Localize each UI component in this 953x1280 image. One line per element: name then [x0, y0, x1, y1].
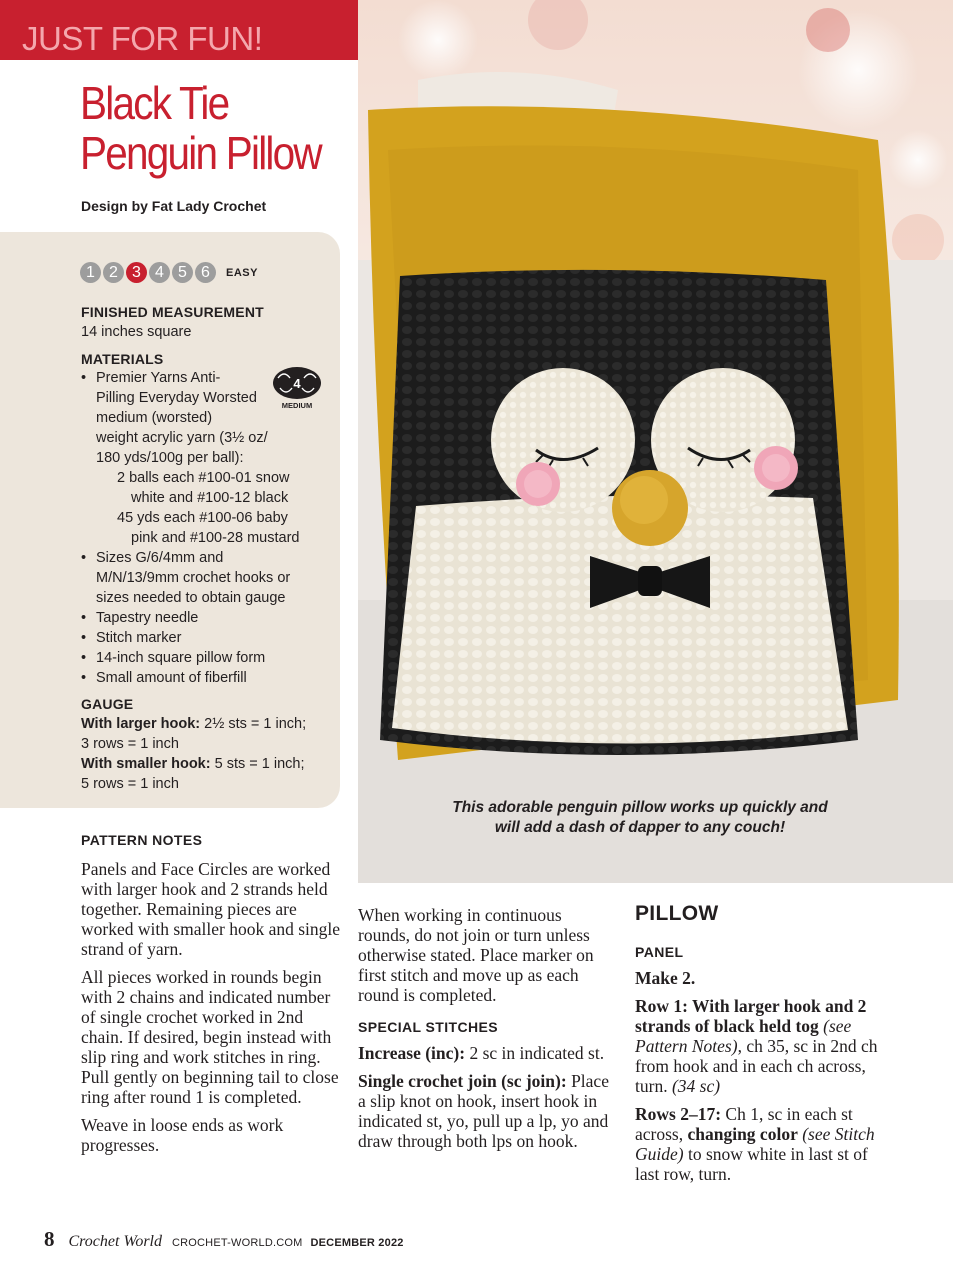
material-line: 180 yds/100g per ball): [96, 450, 244, 466]
make-count: Make 2. [635, 968, 696, 988]
material-line: 2 balls each #100-01 snow [117, 470, 290, 486]
pattern-notes-heading: PATTERN NOTES [81, 832, 203, 848]
row-1-note: (see Pattern Notes) [635, 1016, 852, 1056]
materials-heading: MATERIALS [81, 351, 164, 367]
material-line: medium (worsted) [96, 410, 213, 426]
pillow-photo [358, 0, 953, 883]
rows-text-1: Ch 1, sc in each st across, [635, 1104, 853, 1144]
finished-value: 14 inches square [81, 324, 192, 340]
sc-join-label: Single crochet join (sc join): [358, 1071, 567, 1091]
rows-bold: changing color [687, 1124, 798, 1144]
website: CROCHET-WORLD.COM [171, 1237, 303, 1249]
increase-label: Increase (inc): [358, 1043, 466, 1063]
article-title [80, 78, 379, 178]
material-line: M/N/13/9mm crochet hooks or [96, 570, 291, 586]
title-line-2: Penguin Pillow [80, 127, 321, 179]
skill-level [80, 262, 258, 283]
sc-join-text: Place a slip knot on hook, insert hook in indicated st, yo, pull up a lp, yo and draw through both lps on hook. [358, 1071, 609, 1151]
section-banner [0, 0, 358, 60]
material-line: 45 yds each #100-06 baby [117, 510, 288, 526]
gauge-larger-label: With larger hook: [81, 716, 201, 732]
caption-line-2: will add a dash of dapper to any couch! [494, 819, 786, 836]
material-line: white and #100-12 black [131, 490, 289, 506]
rows-note: (see Stitch Guide) [635, 1124, 875, 1164]
material-line: • Sizes G/6/4mm and [96, 550, 224, 566]
skill-level-3: 3 [126, 262, 147, 283]
skill-level-2: 2 [103, 262, 124, 283]
material-line: Pilling Everyday Worsted [96, 390, 257, 406]
material-marker: • Stitch marker [81, 628, 331, 648]
row-1-count: (34 sc) [671, 1076, 721, 1096]
materials-heading-block [81, 349, 163, 369]
gauge-heading: GAUGE [81, 696, 134, 712]
byline: Design by Fat Lady Crochet [81, 198, 267, 214]
pattern-notes-p3: Weave in loose ends as work progresses. [81, 1115, 284, 1155]
section-label: JUST FOR FUN! [22, 20, 263, 57]
skill-level-1: 1 [80, 262, 101, 283]
pattern-notes-p1: Panels and Face Circles are worked with larger hook and 2 strands held together. Remaining pieces are worked with smaller hook and single strand of yarn. [81, 859, 341, 959]
skill-level-5: 5 [172, 262, 193, 283]
sc-join-definition [358, 1071, 613, 1151]
finished-heading: FINISHED MEASUREMENT [81, 304, 264, 320]
rows-text-2: to snow white in last st of last row, turn. [635, 1144, 868, 1184]
row-1-instructions [635, 996, 895, 1096]
rows-2-17-instructions [635, 1104, 895, 1184]
row-1-label: Row 1: With larger hook and 2 strands of black held tog [635, 996, 867, 1036]
increase-text: 2 sc in indicated st. [465, 1043, 605, 1063]
skill-level-6: 6 [195, 262, 216, 283]
material-hooks [81, 548, 331, 608]
penguin-pillow-illustration [358, 0, 953, 883]
gauge-smaller-value: 5 sts = 1 inch; [210, 756, 305, 772]
column-3 [635, 902, 895, 1184]
gauge-smaller-label: With smaller hook: [81, 756, 211, 772]
title-line-1: Black Tie [80, 77, 229, 129]
materials-list [81, 368, 331, 688]
gauge-smaller-rows: 5 rows = 1 inch [81, 776, 179, 792]
material-needle: • Tapestry needle [81, 608, 331, 628]
material-pillow-form: • 14-inch square pillow form [81, 648, 331, 668]
material-line: • Premier Yarns Anti- [96, 370, 221, 386]
row-1-text: , ch 35, sc in 2nd ch from hook and in each ch across, turn. [635, 1036, 878, 1096]
pattern-notes [81, 832, 346, 1155]
pattern-notes-p2: All pieces worked in rounds begin with 2 chains and indicated number of single crochet worked in 2nd chain. If desired, begin instead with slip ring and work stitches in ring. Pull gently on beginning tail to close ring after round 1 is completed. [81, 967, 339, 1107]
finished-measurement [81, 302, 264, 342]
material-line: weight acrylic yarn (3½ oz/ [96, 430, 268, 446]
material-sub-2 [96, 508, 331, 548]
skill-level-label: EASY [226, 266, 258, 279]
yarn-weight-label: MEDIUM [281, 401, 313, 410]
column-2 [358, 905, 613, 1151]
yarn-weight-number: 4 [293, 376, 301, 391]
gauge-block [81, 694, 306, 794]
material-sub-1 [96, 468, 331, 508]
special-stitches-heading: SPECIAL STITCHES [358, 1019, 498, 1035]
panel-heading: PANEL [635, 944, 684, 960]
gauge-larger-value: 2½ sts = 1 inch; [200, 716, 307, 732]
issue-date: DECEMBER 2022 [310, 1237, 404, 1249]
rounds-note: When working in continuous rounds, do not join or turn unless otherwise stated. Place marker on first stitch and move up as each round is completed. [358, 905, 594, 1005]
increase-definition [358, 1043, 613, 1063]
gauge-larger-rows: 3 rows = 1 inch [81, 736, 179, 752]
page-footer [44, 1227, 404, 1252]
pillow-heading: PILLOW [635, 902, 719, 925]
caption-line-1: This adorable penguin pillow works up quickly and [452, 799, 828, 816]
skill-level-4: 4 [149, 262, 170, 283]
material-line: pink and #100-28 mustard [131, 530, 300, 546]
page-number: 8 [44, 1227, 55, 1251]
magazine-name: Crochet World [68, 1233, 162, 1250]
material-fiberfill: • Small amount of fiberfill [81, 668, 331, 688]
rows-label: Rows 2–17: [635, 1104, 722, 1124]
material-line: sizes needed to obtain gauge [96, 590, 286, 606]
photo-caption [430, 798, 850, 838]
material-yarn [81, 368, 331, 548]
